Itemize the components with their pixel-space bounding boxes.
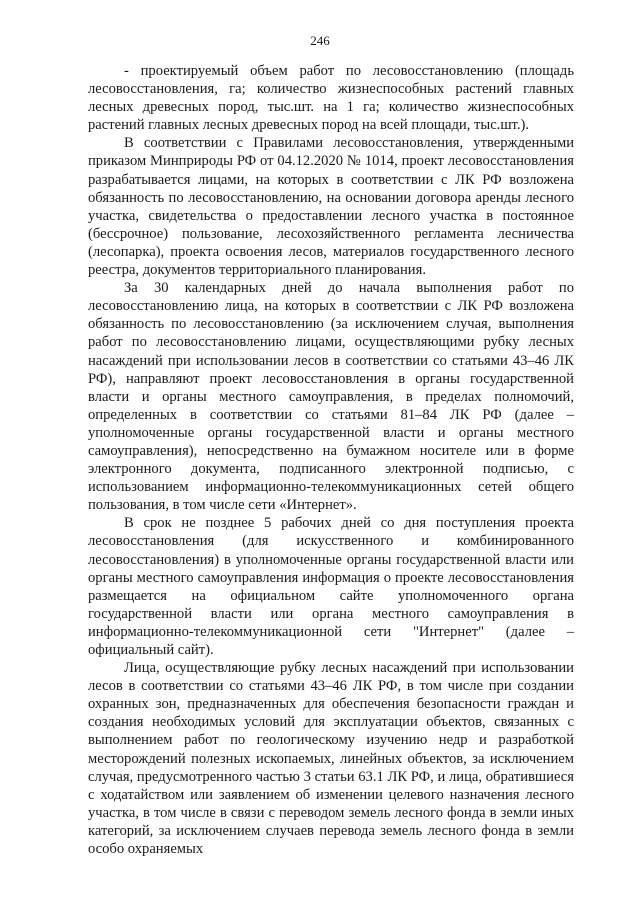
paragraph-reforestation-rules: В соответствии с Правилами лесовосстановления, утвержденными приказом Минприроды РФ от 04.12.2020 № 1014, проект лесовосстановления разрабатывается лицами, на которых в соответствии с ЛК РФ возложена обязанность по лесовосстановлению, на основании договора аренды лесного участка, свидетельства о предоставлении лесного участка в постоянное (бессрочное) пользование, лесохозяйственного регламента лесничества (лесопарка), проекта освоения лесов, материалов государственного лесного реестра, документов территориального планирования. [88,135,574,279]
paragraph-5-days-publication: В срок не позднее 5 рабочих дней со дня поступления проекта лесовосстановления (для искусственного и комбинированного лесовосстановления) в уполномоченные органы государственной власти или органы местного самоуправления информация о проекте лесовосстановления размещается на официальном сайте уполномоченного органа государственной власти или органа местного самоуправления в информационно-телекоммуникационной сети "Интернет" (далее – официальный сайт). [88,515,574,658]
document-body [88,62,574,858]
page-number: 246 [310,33,330,48]
paragraph-30-days-submission: За 30 календарных дней до начала выполнения работ по лесовосстановлению лица, на которых в соответствии с ЛК РФ возложена обязанность по лесовосстановлению (за исключением случая, выполнения работ по лесовосстановлению лицами, осуществляющими рубку лесных насаждений при использовании лесов в соответствии со статьями 43–46 ЛК РФ), направляют проект лесовосстановления в органы государственной власти и органы местного самоуправления, в пределах полномочий, определенных в соответствии со статьями 81–84 ЛК РФ (далее – уполномоченные органы государственной власти и органы местного самоуправления), непосредственно на бумажном носителе или в форме электронного документа, подписанного электронной подписью, с использованием информационно-телекоммуникационных сетей общего пользования, в том числе сети «Интернет». [88,280,574,514]
paragraph-planned-volume: - проектируемый объем работ по лесовосстановлению (площадь лесовосстановления, га; количество жизнеспособных растений главных лесных древесных пород, тыс.шт. на 1 га; количество жизнеспособных растений главных лесных древесных пород на всей площади, тыс.шт.). [88,63,574,134]
paragraph-persons-logging: Лица, осуществляющие рубку лесных насаждений при использовании лесов в соответствии со статьями 43–46 ЛК РФ, в том числе при создании охранных зон, предназначенных для обеспечения безопасности граждан и создания необходимых условий для эксплуатации объектов, связанных с выполнением работ по геологическому изучению недр и разработкой месторождений полезных ископаемых, линейных объектов, за исключением случая, предусмотренного частью 3 статьи 63.1 ЛК РФ, и лица, обратившиеся с ходатайством или заявлением об изменении целевого назначения лесного участка, в том числе в связи с переводом земель лесного фонда в земли иных категорий, за исключением случаев перевода земель лесного фонда в земли особо охраняемых [88,660,574,858]
